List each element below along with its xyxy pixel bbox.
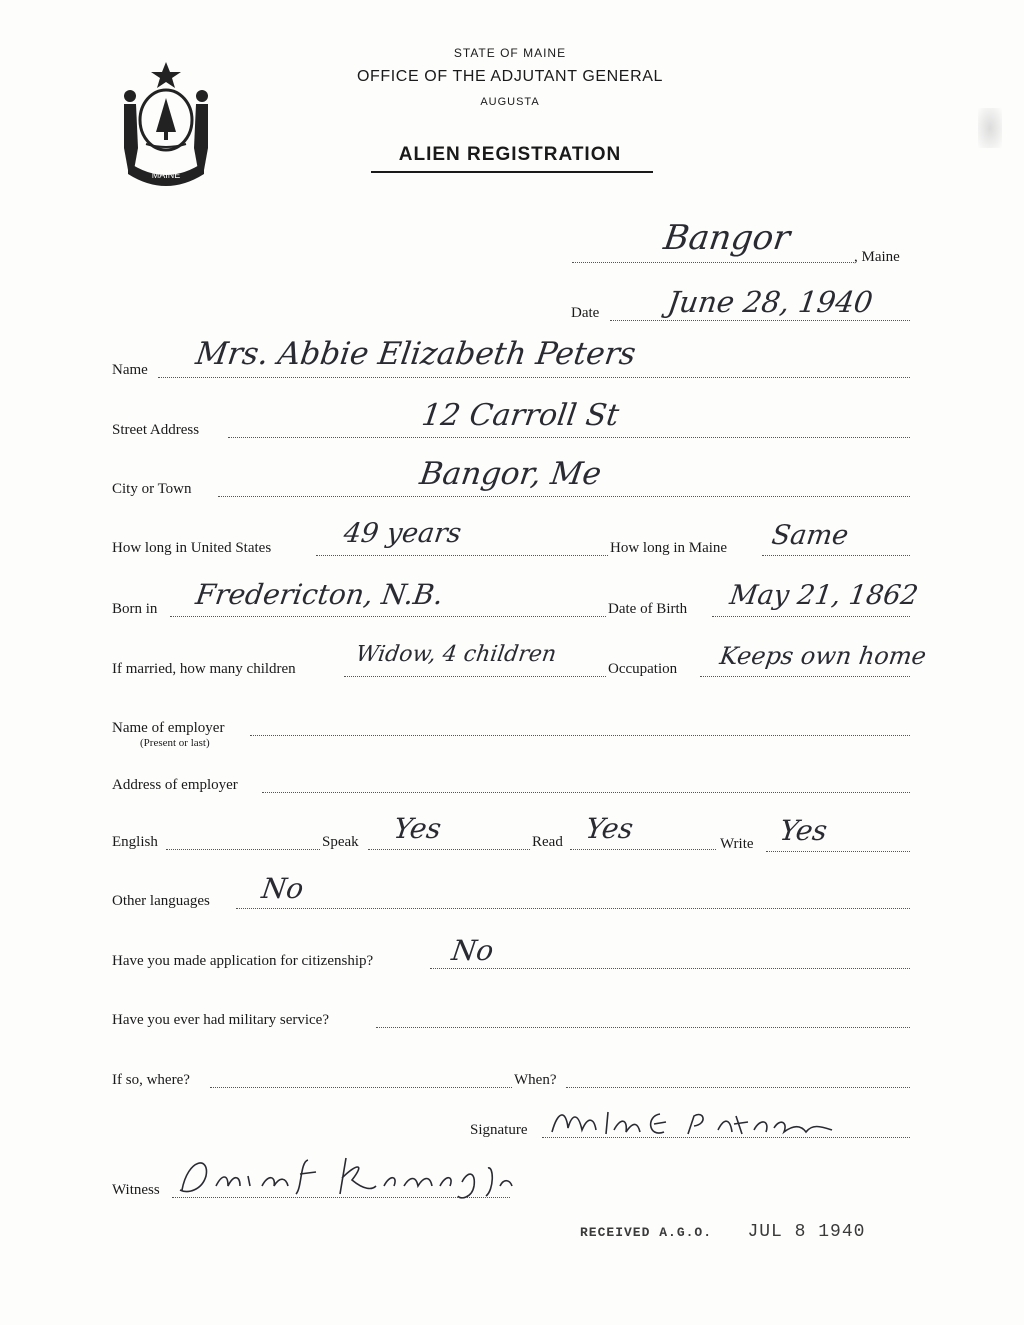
dob-entry[interactable]: May 21, 1862 bbox=[727, 580, 921, 611]
how-long-maine-label: How long in Maine bbox=[610, 540, 728, 556]
name-line bbox=[158, 377, 910, 378]
how-long-us-entry[interactable]: 49 years bbox=[341, 518, 464, 549]
employer-name-label: Name of employer bbox=[112, 720, 225, 736]
read-line bbox=[570, 849, 716, 850]
married-label: If married, how many children bbox=[112, 661, 296, 677]
born-in-line bbox=[170, 616, 606, 617]
received-stamp-label: RECEIVED A.G.O. bbox=[580, 1225, 713, 1240]
street-address-label: Street Address bbox=[112, 422, 200, 438]
date-line bbox=[610, 320, 910, 321]
how-long-maine-entry[interactable]: Same bbox=[769, 520, 851, 551]
employer-name-line[interactable] bbox=[250, 735, 910, 736]
born-in-entry[interactable]: Fredericton, N.B. bbox=[193, 578, 446, 611]
name-entry[interactable]: Mrs. Abbie Elizabeth Peters bbox=[193, 336, 638, 372]
occupation-entry[interactable]: Keeps own home bbox=[718, 642, 928, 670]
maine-state-seal-icon bbox=[110, 58, 222, 186]
city-heading: AUGUSTA bbox=[480, 96, 540, 108]
state-heading: STATE OF MAINE bbox=[453, 46, 567, 60]
received-stamp bbox=[580, 1222, 865, 1242]
employer-name-note: (Present or last) bbox=[140, 737, 210, 749]
city-line bbox=[218, 496, 910, 497]
employer-address-line[interactable] bbox=[262, 792, 910, 793]
name-label: Name bbox=[112, 362, 148, 378]
how-long-us-line bbox=[316, 555, 608, 556]
born-in-label: Born in bbox=[112, 601, 158, 617]
received-stamp-date: JUL 8 1940 bbox=[747, 1222, 866, 1242]
place-entry[interactable]: Bangor bbox=[661, 218, 793, 258]
how-long-us-label: How long in United States bbox=[112, 540, 272, 556]
speak-label: Speak bbox=[322, 834, 359, 850]
place-line bbox=[572, 262, 854, 263]
witness-handwriting bbox=[176, 1150, 516, 1202]
dob-label: Date of Birth bbox=[608, 601, 688, 617]
form-title: ALIEN REGISTRATION bbox=[398, 144, 622, 165]
english-label: English bbox=[112, 834, 158, 850]
speak-entry[interactable]: Yes bbox=[391, 812, 444, 845]
how-long-maine-line bbox=[762, 555, 910, 556]
citizenship-entry[interactable]: No bbox=[449, 934, 496, 967]
married-entry[interactable]: Widow, 4 children bbox=[354, 642, 558, 667]
title-underline bbox=[371, 171, 653, 173]
military-line[interactable] bbox=[376, 1027, 910, 1028]
english-line bbox=[166, 849, 320, 850]
date-entry[interactable]: June 28, 1940 bbox=[665, 285, 875, 319]
read-label: Read bbox=[532, 834, 563, 850]
read-entry[interactable]: Yes bbox=[583, 812, 636, 845]
maine-suffix: , Maine bbox=[854, 249, 900, 265]
date-label: Date bbox=[571, 305, 600, 321]
witness-label: Witness bbox=[112, 1182, 160, 1198]
write-entry[interactable]: Yes bbox=[777, 814, 830, 847]
paper-smudge bbox=[978, 108, 1002, 148]
speak-line bbox=[368, 849, 530, 850]
where-line[interactable] bbox=[210, 1087, 512, 1088]
city-entry[interactable]: Bangor, Me bbox=[417, 456, 604, 492]
citizenship-label: Have you made application for citizenship? bbox=[112, 953, 374, 969]
signature-handwriting bbox=[548, 1104, 838, 1144]
signature-label: Signature bbox=[470, 1122, 528, 1138]
occupation-label: Occupation bbox=[608, 661, 678, 677]
svg-text:MAINE: MAINE bbox=[151, 170, 181, 180]
military-label: Have you ever had military service? bbox=[112, 1012, 329, 1028]
employer-address-label: Address of employer bbox=[112, 777, 238, 793]
street-address-entry[interactable]: 12 Carroll St bbox=[419, 398, 622, 433]
when-line[interactable] bbox=[566, 1087, 910, 1088]
write-line bbox=[766, 851, 910, 852]
where-label: If so, where? bbox=[112, 1072, 190, 1088]
other-languages-label: Other languages bbox=[112, 893, 210, 909]
write-label: Write bbox=[720, 836, 754, 852]
married-line bbox=[344, 676, 606, 677]
office-heading: OFFICE OF THE ADJUTANT GENERAL bbox=[356, 68, 664, 85]
street-address-line bbox=[228, 437, 910, 438]
city-label: City or Town bbox=[112, 481, 192, 497]
when-label: When? bbox=[514, 1072, 557, 1088]
dob-line bbox=[712, 616, 910, 617]
occupation-line bbox=[700, 676, 910, 677]
other-languages-line bbox=[236, 908, 910, 909]
other-languages-entry[interactable]: No bbox=[259, 872, 306, 905]
citizenship-line bbox=[430, 968, 910, 969]
